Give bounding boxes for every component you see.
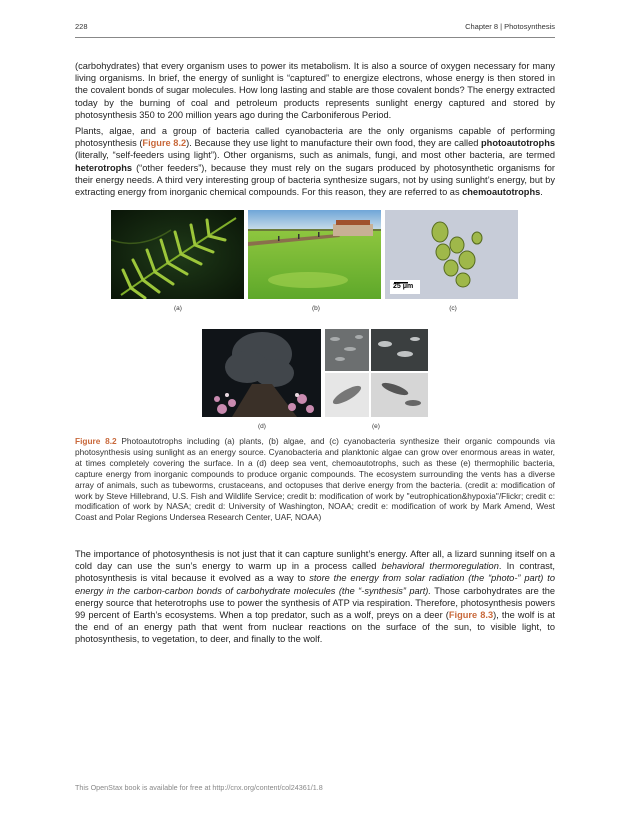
cyanobacteria-micrograph: [385, 210, 518, 299]
page-header: [75, 22, 555, 36]
paragraph-3: [75, 548, 555, 646]
p2-text-a: Plants, algae, and a group of bacteria called cyanobacteria are the only organisms capable of performing photosynthesis (: [75, 126, 555, 149]
figure-caption: [75, 436, 555, 523]
fern-photo: [111, 210, 244, 299]
page-footer: This OpenStax book is available for free at http://cnx.org/content/col24361/1.8: [75, 783, 323, 792]
deep-sea-vent-photo: [202, 329, 321, 417]
page-number: 228: [75, 22, 88, 31]
paragraph-1-text: (carbohydrates) that every organism uses to power its metabolism. It is also a source of oxygen necessary for many living organisms. In brief, the energy of sunlight is “captured” to energize electrons, whose energy is then stored in the covalent bonds of sugar molecules. How long lasting and stable are those covalent bonds? The energy extracted today by the burning of coal and petroleum products represents sunlight energy captured and stored by photosynthesis 350 to 200 million years ago during the Carboniferous Period.: [75, 61, 555, 120]
algae-lake-photo: [248, 210, 381, 299]
paragraph-2: [75, 125, 555, 198]
p2-text-e: .: [540, 187, 543, 198]
caption-text: Photoautotrophs including (a) plants, (b) algae, and (c) cyanobacteria synthesize their organic compounds via photosynthesis using sunlight as an energy source. Cyanobacteria and planktonic algae can grow over enormous areas in water, at times completely covering the surface. In a (d) deep sea vent, chemoautotrophs, such as these (e) thermophilic bacteria, capture energy from inorganic compounds to produce organic compounds. The ecosystem surrounding the vents has a diverse array of animals, such as tubeworms, crustaceans, and octopuses that derive energy from the bacteria. (credit a: modification of work by Steve Hillebrand, U.S. Fish and Wildlife Service; credit b: modification of work by "eutrophication&hypoxia"/Flickr; credit c: modification of work by NASA; credit d: University of Washington, NOAA; credit e: modification of work by Mark Amend, West Coast and Polar Regions Undersea Research Center, UAF, NOAA): [75, 436, 555, 523]
label-c: (c): [449, 305, 457, 312]
caption-figure-number: Figure 8.2: [75, 436, 117, 446]
figure-8-2-link[interactable]: Figure 8.2: [142, 138, 187, 149]
p3-italic-statement: store the energy from solar radiation (the “photo-” part) to energy in the carbon-carbon bonds of carbohydrate molecules (the “-synthesis” part).: [75, 573, 555, 596]
p2-text-d: (“other feeders”), because they must rely on the sugars produced by photosynthetic organisms for their energy needs. A third very interesting group of bacteria synthesize sugars, not by using sunlight’s energy, but by extracting energy from inorganic chemical compounds. For this reason, they are referred to as: [75, 162, 555, 198]
label-b: (b): [312, 305, 320, 312]
scale-bar-label: 25 μm: [393, 283, 414, 290]
figure-8-3-link[interactable]: Figure 8.3: [448, 610, 494, 621]
term-chemoautotrophs: chemoautotrophs: [462, 187, 541, 198]
label-d: (d): [258, 423, 266, 430]
term-behavioral-thermoregulation: behavioral thermoregulation: [381, 561, 499, 572]
p3-text-d: ), the wolf is at the end of an energy path that went from nuclear reactions on the surface of the sun, to visible light, to photosynthesis, to vegetation, to deer, and finally to the wolf.: [75, 610, 555, 645]
p2-text-c: (literally, “self-feeders using light”). Other organisms, such as animals, fungi, and most other bacteria, are termed: [75, 150, 555, 161]
term-photoautotrophs: photoautotrophs: [481, 138, 555, 149]
label-a: (a): [174, 305, 182, 312]
label-e: (e): [372, 423, 380, 430]
paragraph-1: [75, 60, 555, 121]
header-divider: [75, 37, 555, 38]
p3-text-b: . In contrast, photosynthesis is vital because it evolved as a way to: [75, 561, 555, 584]
term-heterotrophs: heterotrophs: [75, 162, 133, 173]
chapter-title: Chapter 8 | Photosynthesis: [465, 22, 555, 31]
p3-text-a: The importance of photosynthesis is not just that it can capture sunlight’s energy. After all, a lizard sunning itself on a cold day can use the sun’s energy to warm up in a process called: [75, 549, 555, 572]
p2-text-b: ). Because they use light to manufacture their own food, they are called: [186, 138, 482, 149]
p3-text-c: Those carbohydrates are the energy source that heterotrophs use to power the synthesis of ATP via respiration. Therefore, photosynthesis powers 99 percent of Earth’s ecosystems. When a top predator, such as a wolf, preys on a deer (: [75, 585, 555, 621]
thermophilic-bacteria-micrographs: [325, 329, 428, 417]
